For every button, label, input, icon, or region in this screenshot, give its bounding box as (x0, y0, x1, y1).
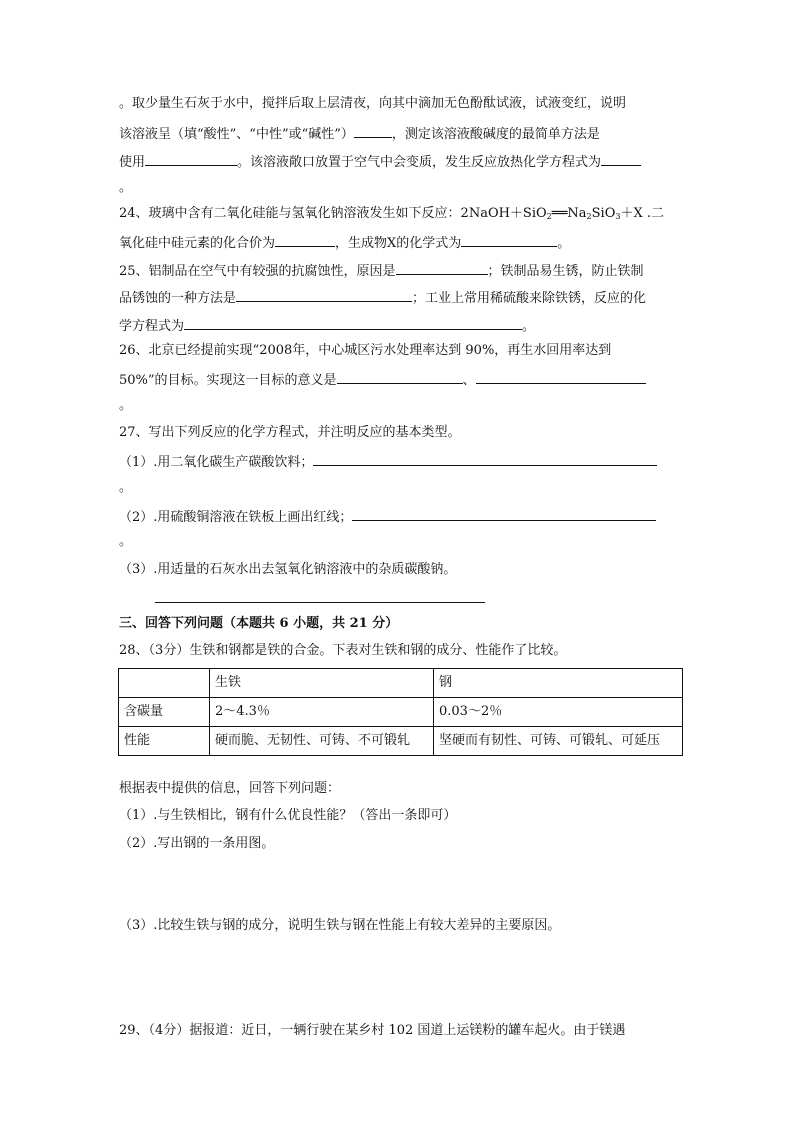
q23-text: 。 (119, 180, 133, 195)
table-cell: 0.03～2％ (434, 698, 683, 727)
answer-blank[interactable] (236, 288, 412, 302)
q23-text: 。取少量生石灰于水中，搅拌后取上层清夜，向其中滴加无色酚酞试液，试液变红，说明 (119, 96, 627, 111)
table-cell: 生铁 (210, 669, 434, 698)
answer-blank[interactable] (354, 124, 392, 138)
answer-blank[interactable] (337, 370, 463, 384)
comparison-table (118, 668, 683, 756)
table-row (119, 698, 683, 727)
q27-text: （1）.用二氧化碳生产碳酸饮料； (119, 455, 314, 470)
q27-text: 。 (119, 534, 133, 549)
q29-text: 29、（4分）据报道：近日，一辆行驶在某乡村 102 国道上运镁粉的罐车起火。由于镁遇 (119, 1023, 626, 1038)
q25-text: 学方程式为 (119, 319, 185, 334)
answer-blank[interactable] (145, 152, 237, 166)
subscript: 3 (615, 212, 621, 221)
q27-text: （3）.用适量的石灰水出去氢氧化钠溶液中的杂质碳酸钠。 (119, 562, 457, 577)
answer-blank[interactable] (396, 261, 488, 275)
q26-text: 、 (462, 373, 476, 388)
q28-text: （3）.比较生铁与钢的成分，说明生铁与钢在性能上有较大差异的主要原因。 (119, 918, 561, 933)
q26-text: 26、北京已经提前实现“2008年，中心城区污水处理率达到 90%，再生水回用率达到 (119, 343, 612, 358)
q28-sub3 (119, 918, 560, 934)
q27-item3-blank (155, 589, 485, 608)
section-heading (119, 616, 398, 632)
q24-text: 24、玻璃中含有二氧化硅能与氢氧化钠溶液发生如下反应：2NaOH＋SiO (119, 206, 547, 221)
q26-line1 (119, 343, 611, 359)
q23-text: ，测定该溶液酸碱度的最简单方法是 (391, 127, 600, 142)
q25-text: 25、铝制品在空气中有较强的抗腐蚀性，原因是 (119, 264, 396, 279)
answer-blank[interactable] (476, 370, 646, 384)
q24-text: 氧化硅中硅元素的化合价为 (119, 236, 276, 251)
answer-blank[interactable] (601, 152, 641, 166)
q25-line2 (119, 288, 646, 307)
q27-item3 (119, 562, 456, 578)
q25-text: 。 (522, 319, 536, 334)
subscript: 2 (586, 212, 592, 221)
q28-text: （1）.与生铁相比，钢有什么优良性能？（答出一条即可） (119, 808, 457, 823)
q27-item2-end (119, 534, 132, 550)
answer-blank[interactable] (352, 507, 656, 521)
q24-text: ＋X .二 (620, 206, 664, 221)
q28-text: 28、（3分）生铁和钢都是铁的合金。下表对生铁和钢的成分、性能作了比较。 (119, 643, 567, 658)
q23-line3 (119, 152, 641, 171)
q26-line3 (119, 398, 132, 414)
q28-text: 根据表中提供的信息，回答下列问题： (119, 781, 341, 796)
q28-intro (119, 643, 566, 659)
q24-text: SiO (591, 206, 616, 221)
answer-blank[interactable] (313, 452, 657, 466)
q25-text: ；铁制品易生锈，防止铁制 (487, 264, 644, 279)
q27-text: （2）.用硫酸铜溶液在铁板上画出红线； (119, 510, 353, 525)
answer-blank[interactable] (155, 589, 485, 603)
q28-sub2 (119, 836, 274, 852)
answer-blank[interactable] (461, 233, 557, 247)
q27-item1 (119, 452, 657, 471)
q29-line1 (119, 1023, 625, 1039)
table-cell: 硬而脆、无韧性、可铸、不可锻轧 (210, 727, 434, 756)
answer-blank[interactable] (184, 316, 522, 330)
q27-item2 (119, 507, 656, 526)
q25-line1 (119, 261, 644, 280)
table-cell: 性能 (119, 727, 210, 756)
q24-text: ══Na (551, 206, 587, 221)
q23-text: 。该溶液敞口放置于空气中会变质，发生反应放热化学方程式为 (237, 155, 602, 170)
table-row (119, 727, 683, 756)
q26-text: 50%”的目标。实现这一目标的意义是 (119, 373, 337, 388)
q27-item1-end (119, 480, 132, 496)
q28-after-table (119, 781, 340, 797)
q25-line3 (119, 316, 535, 335)
table-cell: 2～4.3％ (210, 698, 434, 727)
q26-line2 (119, 370, 646, 389)
table-header-row (119, 669, 683, 698)
q23-line4 (119, 180, 132, 196)
table-cell: 坚硬而有韧性、可铸、可锻轧、可延压 (434, 727, 683, 756)
answer-blank[interactable] (275, 233, 335, 247)
q25-text: ；工业上常用稀硫酸来除铁锈，反应的化 (412, 291, 647, 306)
q27-text: 。 (119, 480, 133, 495)
q24-text: 。 (557, 236, 571, 251)
q23-line2 (119, 124, 600, 143)
q24-line2 (119, 233, 570, 252)
table-cell: 含碳量 (119, 698, 210, 727)
q28-text: （2）.写出钢的一条用图。 (119, 836, 275, 851)
table-cell: 钢 (434, 669, 683, 698)
q23-line1 (119, 96, 626, 112)
q27-text: 27、写出下列反应的化学方程式，并注明反应的基本类型。 (119, 425, 461, 440)
q23-text: 该溶液呈（填“酸性”、“中性”或“碱性”） (119, 127, 354, 142)
q24-text: ，生成物X的化学式为 (335, 236, 462, 251)
q26-text: 。 (119, 398, 133, 413)
section-heading-text: 三、回答下列问题（本题共 6 小题，共 21 分） (119, 616, 399, 631)
q28-sub1 (119, 808, 456, 824)
q27-intro (119, 425, 461, 441)
subscript: 2 (546, 212, 552, 221)
q25-text: 品锈蚀的一种方法是 (119, 291, 237, 306)
table-cell (119, 669, 210, 698)
q23-text: 使用 (119, 155, 146, 170)
q24-line1 (119, 206, 664, 222)
